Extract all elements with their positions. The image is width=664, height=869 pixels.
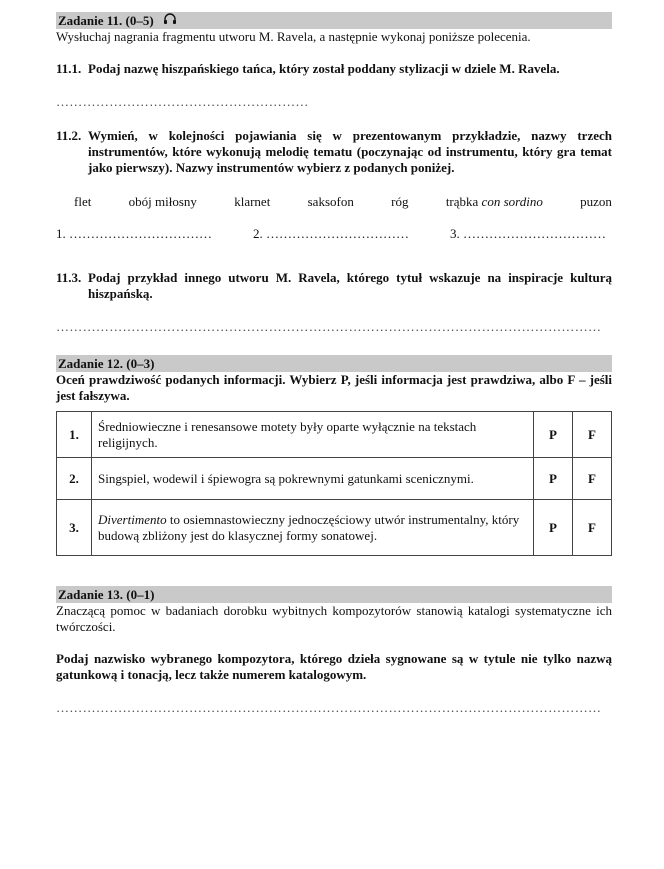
instrument-option: puzon bbox=[580, 194, 612, 209]
instrument-qualifier: con sordino bbox=[481, 194, 543, 209]
table-row bbox=[57, 458, 612, 500]
question-number: 11.3. bbox=[56, 270, 82, 285]
true-option[interactable]: P bbox=[534, 412, 573, 458]
question-number: 11.2. bbox=[56, 128, 82, 143]
table-row bbox=[57, 412, 612, 458]
false-option[interactable]: F bbox=[573, 412, 612, 458]
statement-text: Singspiel, wodewil i śpiewogra są pokrewnymi gatunkami scenicznymi. bbox=[92, 458, 534, 500]
task-12-header bbox=[56, 355, 612, 372]
answer-line-11-3[interactable]: …………………………………………………………………………………………………………… bbox=[56, 319, 602, 334]
task-12-title: Zadanie 12. (0–3) bbox=[58, 356, 155, 371]
instrument-option: saksofon bbox=[307, 194, 354, 209]
question-11-2 bbox=[56, 128, 612, 176]
instrument-list bbox=[56, 194, 612, 210]
true-option[interactable]: P bbox=[534, 500, 573, 556]
answer-line-13[interactable]: …………………………………………………………………………………………………………… bbox=[56, 700, 602, 715]
question-text: Podaj nazwę hiszpańskiego tańca, który został poddany stylizacji w dziele M. Ravela. bbox=[88, 61, 560, 76]
instrument-option: klarnet bbox=[234, 194, 271, 209]
question-text: Podaj przykład innego utworu M. Ravela, którego tytuł wskazuje na inspiracje kulturą hiszpańską. bbox=[88, 270, 612, 301]
task-11-header bbox=[56, 12, 612, 29]
exam-page bbox=[56, 12, 612, 716]
answer-slots-11-2 bbox=[56, 226, 612, 242]
answer-slot-1[interactable]: 1. …………………………… bbox=[56, 226, 212, 241]
instrument-option: flet bbox=[74, 194, 92, 209]
statement-italic-term: Divertimento bbox=[98, 511, 167, 527]
task-13-title: Zadanie 13. (0–1) bbox=[58, 587, 155, 602]
instrument-option-trumpet bbox=[446, 194, 543, 210]
row-number: 1. bbox=[57, 412, 92, 458]
task-12-instruction: Oceń prawdziwość podanych informacji. Wybierz P, jeśli informacja jest prawdziwa, albo F – jeśli jest fałszywa. bbox=[56, 372, 612, 403]
statement-rest: to osiemnastowieczny jednoczęściowy utwór instrumentalny, który budową zbliżony jest do klasycznej formy sonatowej. bbox=[98, 511, 520, 543]
task-13-header bbox=[56, 586, 612, 603]
row-number: 3. bbox=[57, 500, 92, 556]
table-row bbox=[57, 500, 612, 556]
question-11-1 bbox=[56, 61, 612, 77]
row-number: 2. bbox=[57, 458, 92, 500]
task-13-intro: Znaczącą pomoc w badaniach dorobku wybitnych kompozytorów stanowią katalogi systematyczne ich twórczości. bbox=[56, 603, 612, 634]
instrument-option: róg bbox=[391, 194, 409, 209]
true-option[interactable]: P bbox=[534, 458, 573, 500]
false-option[interactable]: F bbox=[573, 500, 612, 556]
instrument-option: obój miłosny bbox=[128, 194, 197, 209]
task-11-intro: Wysłuchaj nagrania fragmentu utworu M. Ravela, a następnie wykonaj poniższe polecenia. bbox=[56, 29, 531, 44]
answer-slot-3[interactable]: 3. …………………………… bbox=[450, 226, 606, 241]
headphones-icon bbox=[163, 13, 177, 30]
statement-text: Średniowieczne i renesansowe motety były oparte wyłącznie na tekstach religijnych. bbox=[92, 412, 534, 458]
answer-slot-2[interactable]: 2. …………………………… bbox=[253, 226, 409, 241]
true-false-table bbox=[56, 411, 612, 556]
task-13-question: Podaj nazwisko wybranego kompozytora, którego dzieła sygnowane są w tytule nie tylko nazwą gatunkową i tonacją, lecz także numerem katalogowym. bbox=[56, 651, 612, 682]
question-11-3 bbox=[56, 270, 612, 302]
instrument-name: trąbka bbox=[445, 194, 479, 209]
false-option[interactable]: F bbox=[573, 458, 612, 500]
task-11-title: Zadanie 11. (0–5) bbox=[58, 13, 154, 28]
statement-text bbox=[92, 500, 534, 556]
question-text: Wymień, w kolejności pojawiania się w prezentowanym przykładzie, nazwy trzech instrumentów, które wykonują melodię tematu (poczynając od instrumentu, który gra temat jako pierwszy). Nazwy instrumentów wybierz z podanych poniżej. bbox=[88, 128, 612, 175]
question-number: 11.1. bbox=[56, 61, 82, 76]
answer-line-11-1[interactable]: ………………………………………………… bbox=[56, 94, 309, 109]
